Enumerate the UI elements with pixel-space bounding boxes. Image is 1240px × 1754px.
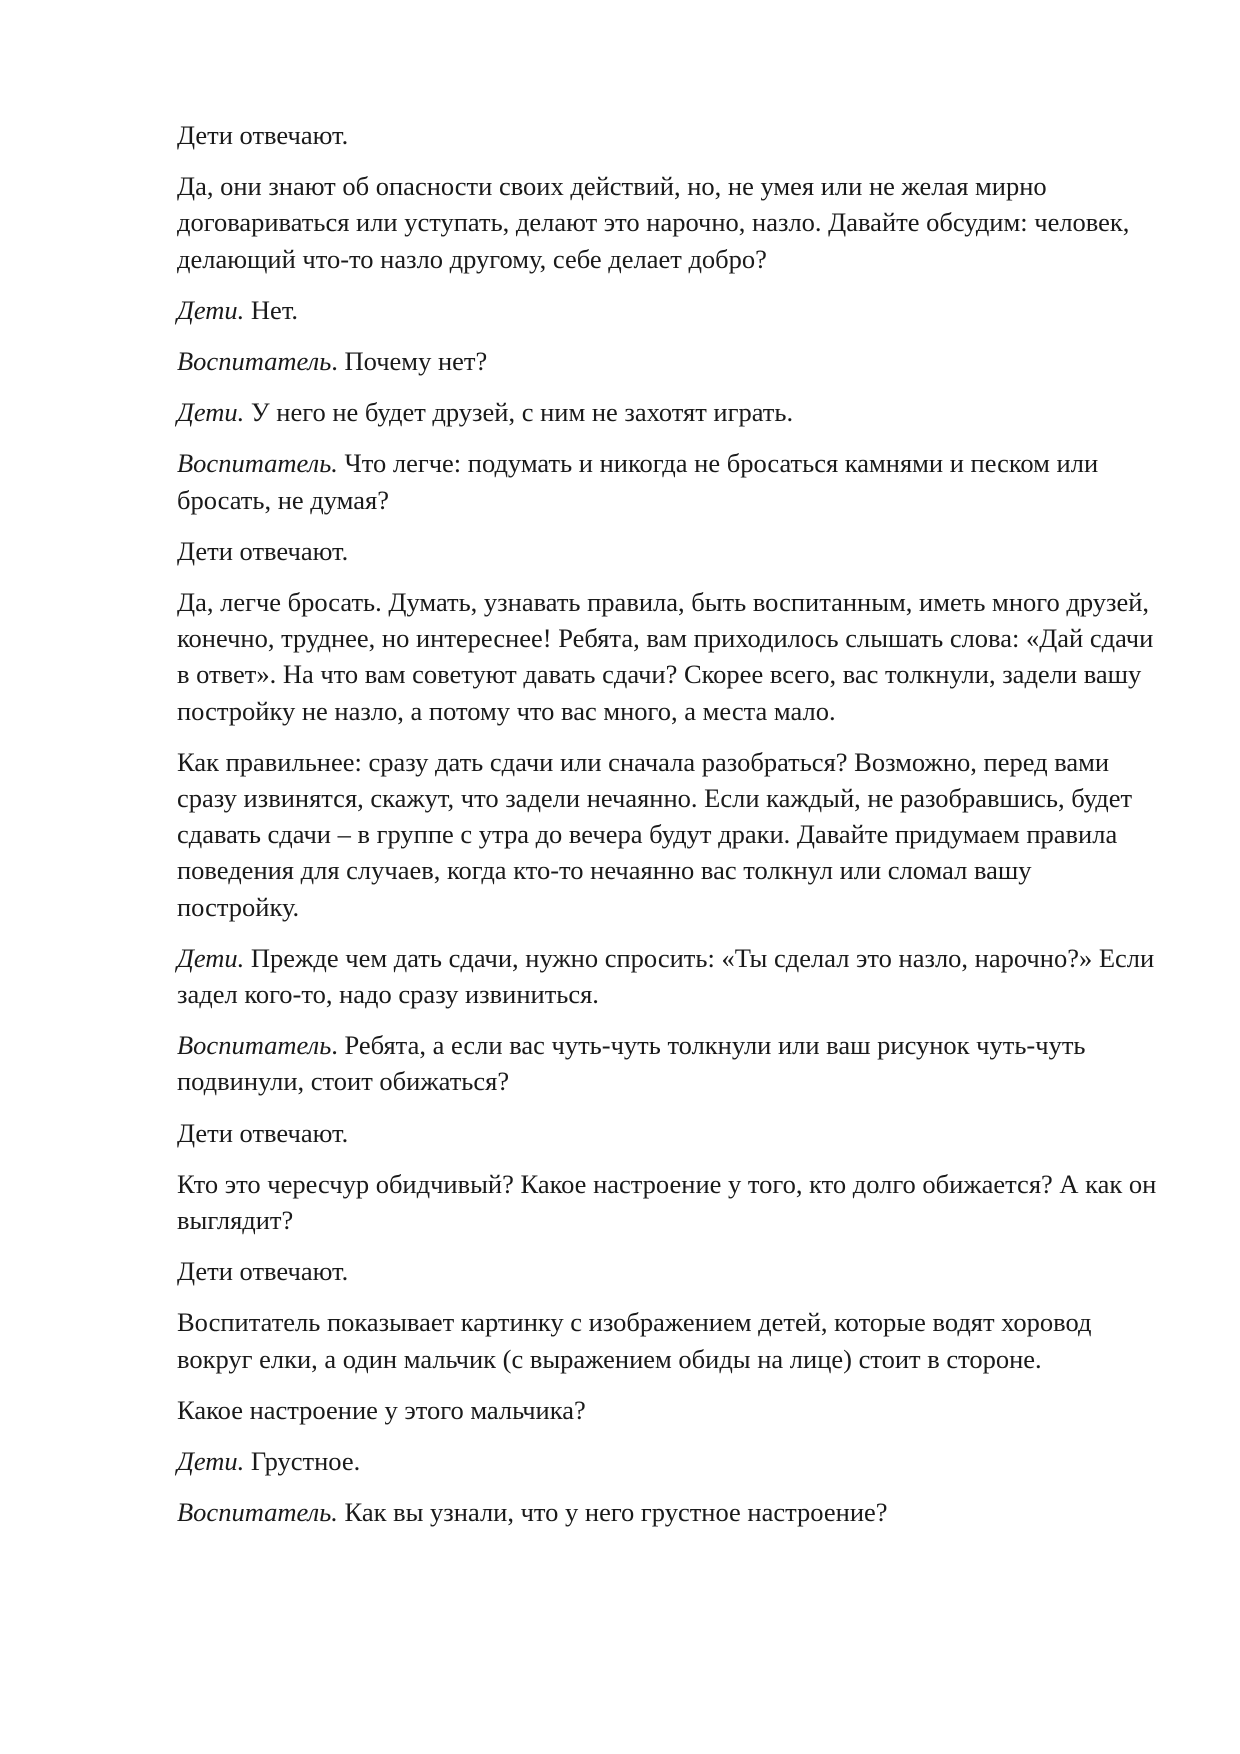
paragraph — [177, 445, 1157, 517]
paragraph — [177, 1392, 1157, 1428]
paragraph-text: У него не будет друзей, с ним не захотят играть. — [244, 397, 794, 428]
paragraph-text: Что легче: подумать и никогда не бросаться камнями и песком или бросать, не думая? — [177, 448, 1099, 515]
speaker-label: Воспитатель — [177, 346, 332, 377]
paragraph-text: Кто это чересчур обидчивый? Какое настроение у того, кто долго обижается? А как он выглядит? — [177, 1168, 1157, 1236]
speaker-label: Дети. — [177, 294, 245, 325]
paragraph-text: Дети отвечают. — [177, 120, 349, 150]
paragraph-text: . Почему нет? — [331, 346, 488, 377]
paragraph — [177, 1115, 1157, 1151]
paragraph — [177, 1443, 1157, 1479]
paragraph — [177, 1253, 1157, 1289]
paragraph-text: Да, легче бросать. Думать, узнавать правила, быть воспитанным, иметь много друзей, конечно, труднее, но интереснее! Ребята, вам приходилось слышать слова: «Дай сдачи в ответ». На что вам советуют давать сдачи? Скорее всего, вас толкнули, задели вашу постройку не назло, а потому что вас много, а места мало. — [177, 587, 1154, 726]
document-body — [177, 117, 1157, 1546]
paragraph — [177, 1166, 1157, 1238]
paragraph-text: Нет. — [244, 294, 299, 325]
paragraph — [177, 1027, 1157, 1099]
paragraph — [177, 584, 1157, 729]
paragraph — [177, 117, 1157, 153]
paragraph-text: Дети отвечают. — [177, 535, 349, 566]
paragraph-text: Воспитатель показывает картинку с изображением детей, которые водят хоровод вокруг елки, а один мальчик (с выражением обиды на лице) стоит в стороне. — [177, 1307, 1092, 1374]
paragraph-text: Какое настроение у этого мальчика? — [177, 1394, 586, 1425]
speaker-label: Воспитатель. — [177, 1497, 338, 1528]
paragraph — [177, 940, 1157, 1012]
paragraph-text: Как правильнее: сразу дать сдачи или сначала разобраться? Возможно, перед вами сразу извинятся, скажут, что задели нечаянно. Если каждый, не разобравшись, будет сдавать сдачи – в группе с утра до вечера будут драки. Давайте придумаем правила поведения для случаев, когда кто-то нечаянно вас толкнул или сломал вашу постройку. — [177, 746, 1133, 922]
paragraph — [177, 292, 1157, 328]
paragraph-text: Да, они знают об опасности своих действий, но, не умея или не желая мирно договариваться или уступать, делают это нарочно, назло. Давайте обсудим: человек, делающий что-то назло другому, себе делает добро? — [177, 171, 1130, 274]
speaker-label: Воспитатель. — [177, 448, 338, 479]
paragraph-text: Дети отвечают. — [177, 1117, 349, 1148]
paragraph — [177, 168, 1157, 277]
paragraph — [177, 744, 1157, 925]
paragraph — [177, 343, 1157, 379]
speaker-label: Дети. — [177, 1446, 245, 1477]
paragraph-text: Дети отвечают. — [177, 1256, 349, 1287]
paragraph — [177, 1304, 1157, 1376]
paragraph-text: Грустное. — [244, 1446, 361, 1477]
paragraph — [177, 1494, 1157, 1530]
speaker-label: Дети. — [177, 942, 245, 973]
paragraph — [177, 533, 1157, 569]
paragraph — [177, 394, 1157, 430]
paragraph-text: Как вы узнали, что у него грустное настроение? — [337, 1497, 888, 1528]
paragraph-text: Прежде чем дать сдачи, нужно спросить: «Ты сделал это назло, нарочно?» Если задел кого-то, надо сразу извиниться. — [177, 942, 1155, 1010]
speaker-label: Дети. — [177, 397, 245, 428]
paragraph-text: . Ребята, а если вас чуть-чуть толкнули или ваш рисунок чуть-чуть подвинули, стоит обижаться? — [177, 1030, 1086, 1097]
speaker-label: Воспитатель — [177, 1030, 332, 1061]
